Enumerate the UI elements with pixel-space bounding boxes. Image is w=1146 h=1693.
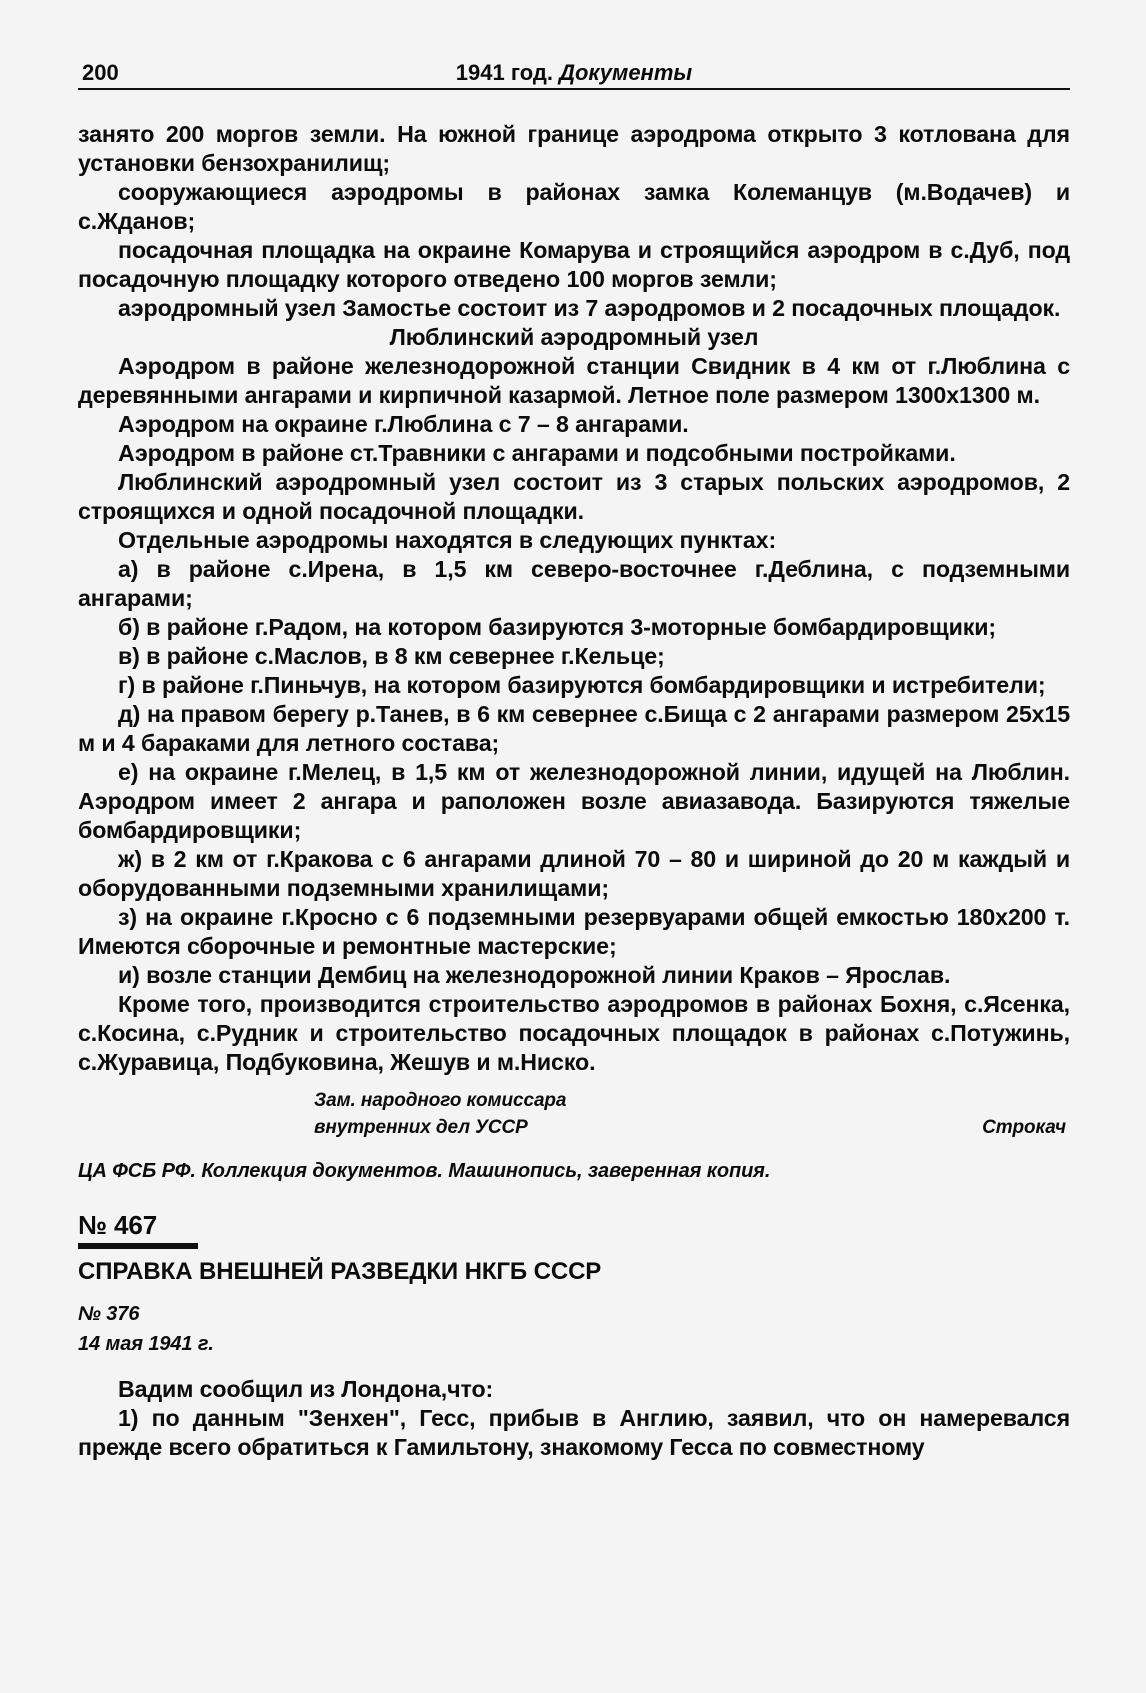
list-item: е) на окраине г.Мелец, в 1,5 км от железнодорожной линии, идущей на Люблин. Аэродром имеет 2 ангара и раположен возле авиазавода. Базируются тяжелые бомбардировщики; (78, 759, 1070, 843)
signature-block (78, 1087, 1070, 1151)
paragraph: Аэродром в районе ст.Травники с ангарами и подсобными постройками. (118, 440, 956, 466)
paragraph: Аэродром в районе железнодорожной станции Свидник в 4 км от г.Люблина с деревянными ангарами и кирпичной казармой. Летное поле размером 1300х1300 м. (78, 353, 1070, 408)
closing-paragraph: Кроме того, производится строительство аэродромов в районах Бохня, с.Ясенка, с.Косина, с.Рудник и строительство посадочных площадок в районах с.Потужинь, с.Журавица, Подбуковина, Жешув и м.Ниско. (78, 991, 1070, 1075)
list-item: б) в районе г.Радом, на котором базируются 3-моторные бомбардировщики; (118, 614, 997, 640)
paragraph: Люблинский аэродромный узел состоит из 3 старых польских аэродромов, 2 строящихся и одной посадочной площадки. (78, 469, 1070, 524)
running-title-italic: Документы (559, 60, 693, 85)
signature-name: Строкач (982, 1117, 1066, 1138)
signature-title-line1: Зам. народного комиссара (314, 1090, 567, 1111)
paragraph: Отдельные аэродромы находятся в следующих пунктах: (118, 527, 777, 553)
page-number: 200 (82, 60, 119, 85)
signature-title-line2: внутренних дел УССР (314, 1117, 528, 1138)
section-heading: Люблинский аэродромный узел (389, 324, 759, 350)
paragraph: аэродромный узел Замостье состоит из 7 аэродромов и 2 посадочных площадок. (118, 295, 1061, 321)
paragraph: 1) по данным "Зенхен", Гесс, прибыв в Англию, заявил, что он намеревался прежде всего обратиться к Гамильтону, знакомому Гесса по совместному (78, 1405, 1070, 1460)
running-title-year: 1941 год. (455, 60, 553, 85)
list-item: и) возле станции Дембиц на железнодорожной линии Краков – Ярослав. (118, 962, 951, 988)
document-number: № 467 (78, 1210, 158, 1240)
paragraph: занято 200 моргов земли. На южной границе аэродрома открыто 3 котлована для установки бензохранилищ; (78, 121, 1070, 176)
reference-number: № 376 (78, 1303, 140, 1325)
list-item: г) в районе г.Пиньчув, на котором базируются бомбардировщики и истребители; (118, 672, 1046, 698)
source-note: ЦА ФСБ РФ. Коллекция документов. Машинопись, заверенная копия. (78, 1160, 771, 1182)
list-item: ж) в 2 км от г.Кракова с 6 ангарами длиной 70 – 80 и шириной до 20 м каждый и оборудованными подземными хранилищами; (78, 846, 1070, 901)
document-date: 14 мая 1941 г. (78, 1333, 214, 1355)
list-item: а) в районе с.Ирена, в 1,5 км северо-восточнее г.Деблина, с подземными ангарами; (78, 556, 1070, 611)
running-title (78, 60, 1070, 86)
page-header (78, 60, 1070, 90)
signature-title (314, 1087, 566, 1141)
heading-rule (78, 1243, 198, 1249)
paragraph: Аэродром на окраине г.Люблина с 7 – 8 ангарами. (118, 411, 689, 437)
list-item: д) на правом берегу р.Танев, в 6 км севернее с.Бища с 2 ангарами размером 25х15 м и 4 бараками для летного состава; (78, 701, 1070, 756)
document-body (78, 120, 1070, 1462)
document-title: СПРАВКА ВНЕШНЕЙ РАЗВЕДКИ НКГБ СССР (78, 1258, 602, 1285)
spacer (78, 1359, 1070, 1375)
paragraph: Вадим сообщил из Лондона,что: (118, 1376, 494, 1402)
list-item: з) на окраине г.Кросно с 6 подземными резервуарами общей емкостью 180х200 т. Имеются сборочные и ремонтные мастерские; (78, 904, 1070, 959)
list-item: в) в районе с.Маслов, в 8 км севернее г.Кельце; (118, 643, 665, 669)
paragraph: сооружающиеся аэродромы в районах замка Колеманцув (м.Водачев) и с.Жданов; (78, 179, 1070, 234)
paragraph: посадочная площадка на окраине Комарува и строящийся аэродром в с.Дуб, под посадочную площадку которого отведено 100 моргов земли; (78, 237, 1070, 292)
